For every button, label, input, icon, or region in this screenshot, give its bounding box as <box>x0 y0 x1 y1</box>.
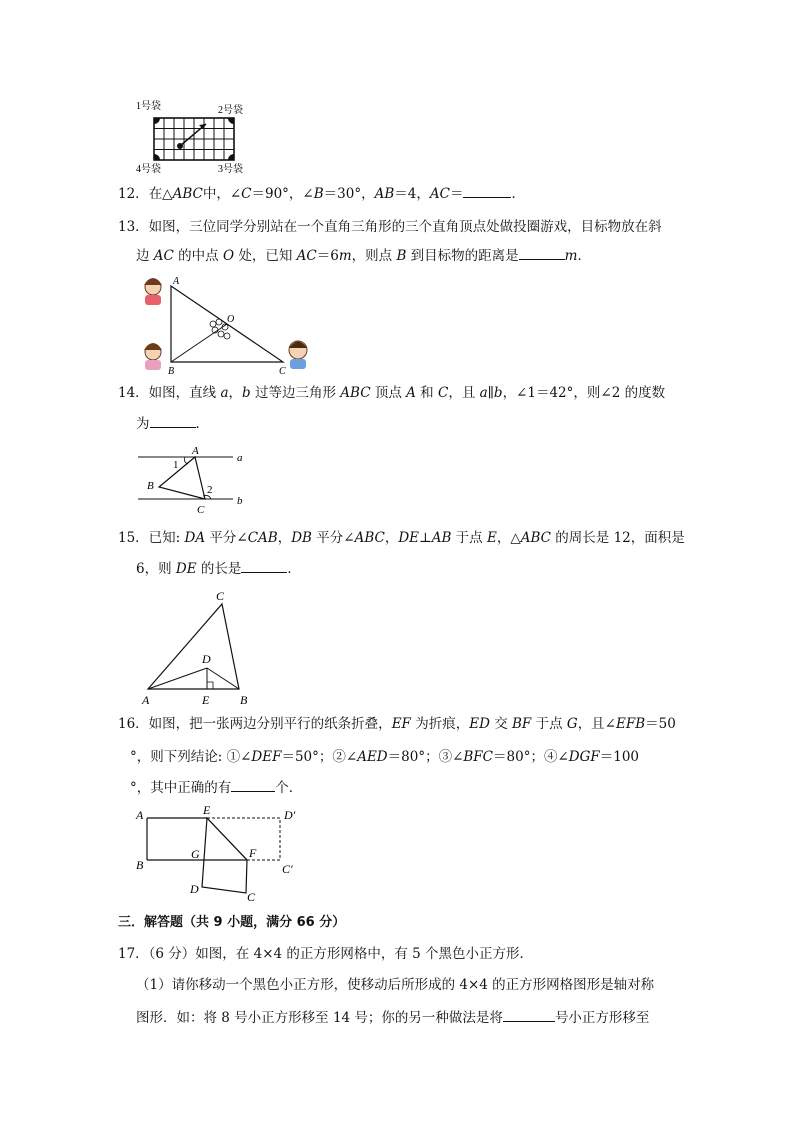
question-12: 12．在△ABC中，∠C＝90°，∠B＝30°，AB＝4，AC＝ ． <box>118 186 525 202</box>
question-17-line1: 17．（6 分）如图，在 4×4 的正方形网格中，有 5 个黑色小正方形． <box>118 946 534 962</box>
label-a: A <box>173 276 180 287</box>
folded-part-dashed <box>207 818 280 860</box>
label-c-prime: C′ <box>282 862 293 876</box>
label-c: C <box>247 890 256 904</box>
label-c: C <box>279 366 286 377</box>
label-g: G <box>191 847 200 861</box>
child-icon-c <box>289 341 307 369</box>
answer-blank <box>231 778 275 792</box>
label-o: O <box>227 314 235 325</box>
label-line-b: b <box>237 495 243 507</box>
bag1-label: 1号袋 <box>136 101 161 112</box>
question-17-line3: 图形．如：将 8 号小正方形移至 14 号；你的另一种做法是将 号小正方形移至 <box>136 1010 650 1026</box>
question-15-line2: 6，则 DE 的长是 ． <box>136 561 301 577</box>
label-f: F <box>249 846 257 860</box>
right-triangle-figure <box>135 272 315 382</box>
billiard-figure <box>134 98 254 178</box>
label-b: B <box>136 858 144 872</box>
question-14-line1: 14．如图，直线 a，b 过等边三角形 ABC 顶点 A 和 C，且 a∥b，∠1＝42°，则∠2 的度数 <box>118 385 666 401</box>
equilateral-triangle <box>159 457 205 499</box>
label-d-prime: D′ <box>284 808 296 822</box>
crease-ef <box>207 818 247 860</box>
label-line-a: a <box>237 452 243 464</box>
folded-flap <box>202 818 247 893</box>
question-16-line1: 16．如图，把一张两边分别平行的纸条折叠，EF 为折痕，ED 交 BF 于点 G，且∠EFB＝50 <box>118 716 676 732</box>
bag4-label: 4号袋 <box>136 164 161 175</box>
question-13-line2: 边 AC 的中点 O 处，已知 AC＝6m，则点 B 到目标物的距离是 m． <box>136 248 591 264</box>
question-17-line2: （1）请你移动一个黑色小正方形，使移动后所形成的 4×4 的正方形网格图形是轴对称 <box>136 977 655 993</box>
answer-blank <box>150 414 196 428</box>
question-15-line1: 15．已知: DA 平分∠CAB，DB 平分∠ABC，DE⊥AB 于点 E，△ABC 的周长是 12，面积是 <box>118 530 685 546</box>
label-d: D <box>202 652 211 666</box>
label-b: B <box>240 693 248 707</box>
grid <box>154 118 234 160</box>
label-a: A <box>136 808 144 822</box>
answer-blank <box>519 246 565 260</box>
question-16-line3: °，其中正确的有 个． <box>130 780 303 796</box>
child-icon-b <box>144 343 162 370</box>
label-a-vertex: A <box>192 445 199 457</box>
angle-1-label: 1 <box>173 459 179 471</box>
answer-blank <box>463 184 511 198</box>
label-b-vertex: B <box>147 480 154 492</box>
question-16-line2: °，则下列结论: ①∠DEF＝50°；②∠AED＝80°；③∠BFC＝80°；④∠DGF＝100 <box>130 749 640 765</box>
label-e: E <box>202 693 210 707</box>
angle-2-label: 2 <box>207 484 213 496</box>
folded-strip-figure <box>134 803 304 908</box>
answer-blank <box>503 1008 555 1022</box>
segment-bo <box>171 324 227 362</box>
triangle-abc <box>148 604 239 689</box>
label-e: E <box>203 803 211 817</box>
parallel-lines-figure <box>135 443 255 518</box>
label-a: A <box>142 693 150 707</box>
child-icon-a <box>144 278 162 305</box>
bag2-label: 2号袋 <box>218 105 243 116</box>
label-d: D <box>190 882 199 896</box>
triangle-incenter-figure <box>138 588 258 708</box>
segment-db <box>207 668 239 689</box>
label-c-vertex: C <box>197 504 205 516</box>
question-13-line1: 13．如图，三位同学分别站在一个直角三角形的三个直角顶点处做投圈游戏，目标物放在斜 <box>118 219 662 235</box>
right-angle-mark <box>207 682 213 689</box>
question-14-line2: 为 ． <box>136 416 209 432</box>
label-c: C <box>216 589 225 603</box>
section-3-heading: 三．解答题（共 9 小题，满分 66 分） <box>118 915 346 930</box>
label-b: B <box>168 366 175 377</box>
answer-blank <box>241 559 287 573</box>
bag3-label: 3号袋 <box>218 164 243 175</box>
